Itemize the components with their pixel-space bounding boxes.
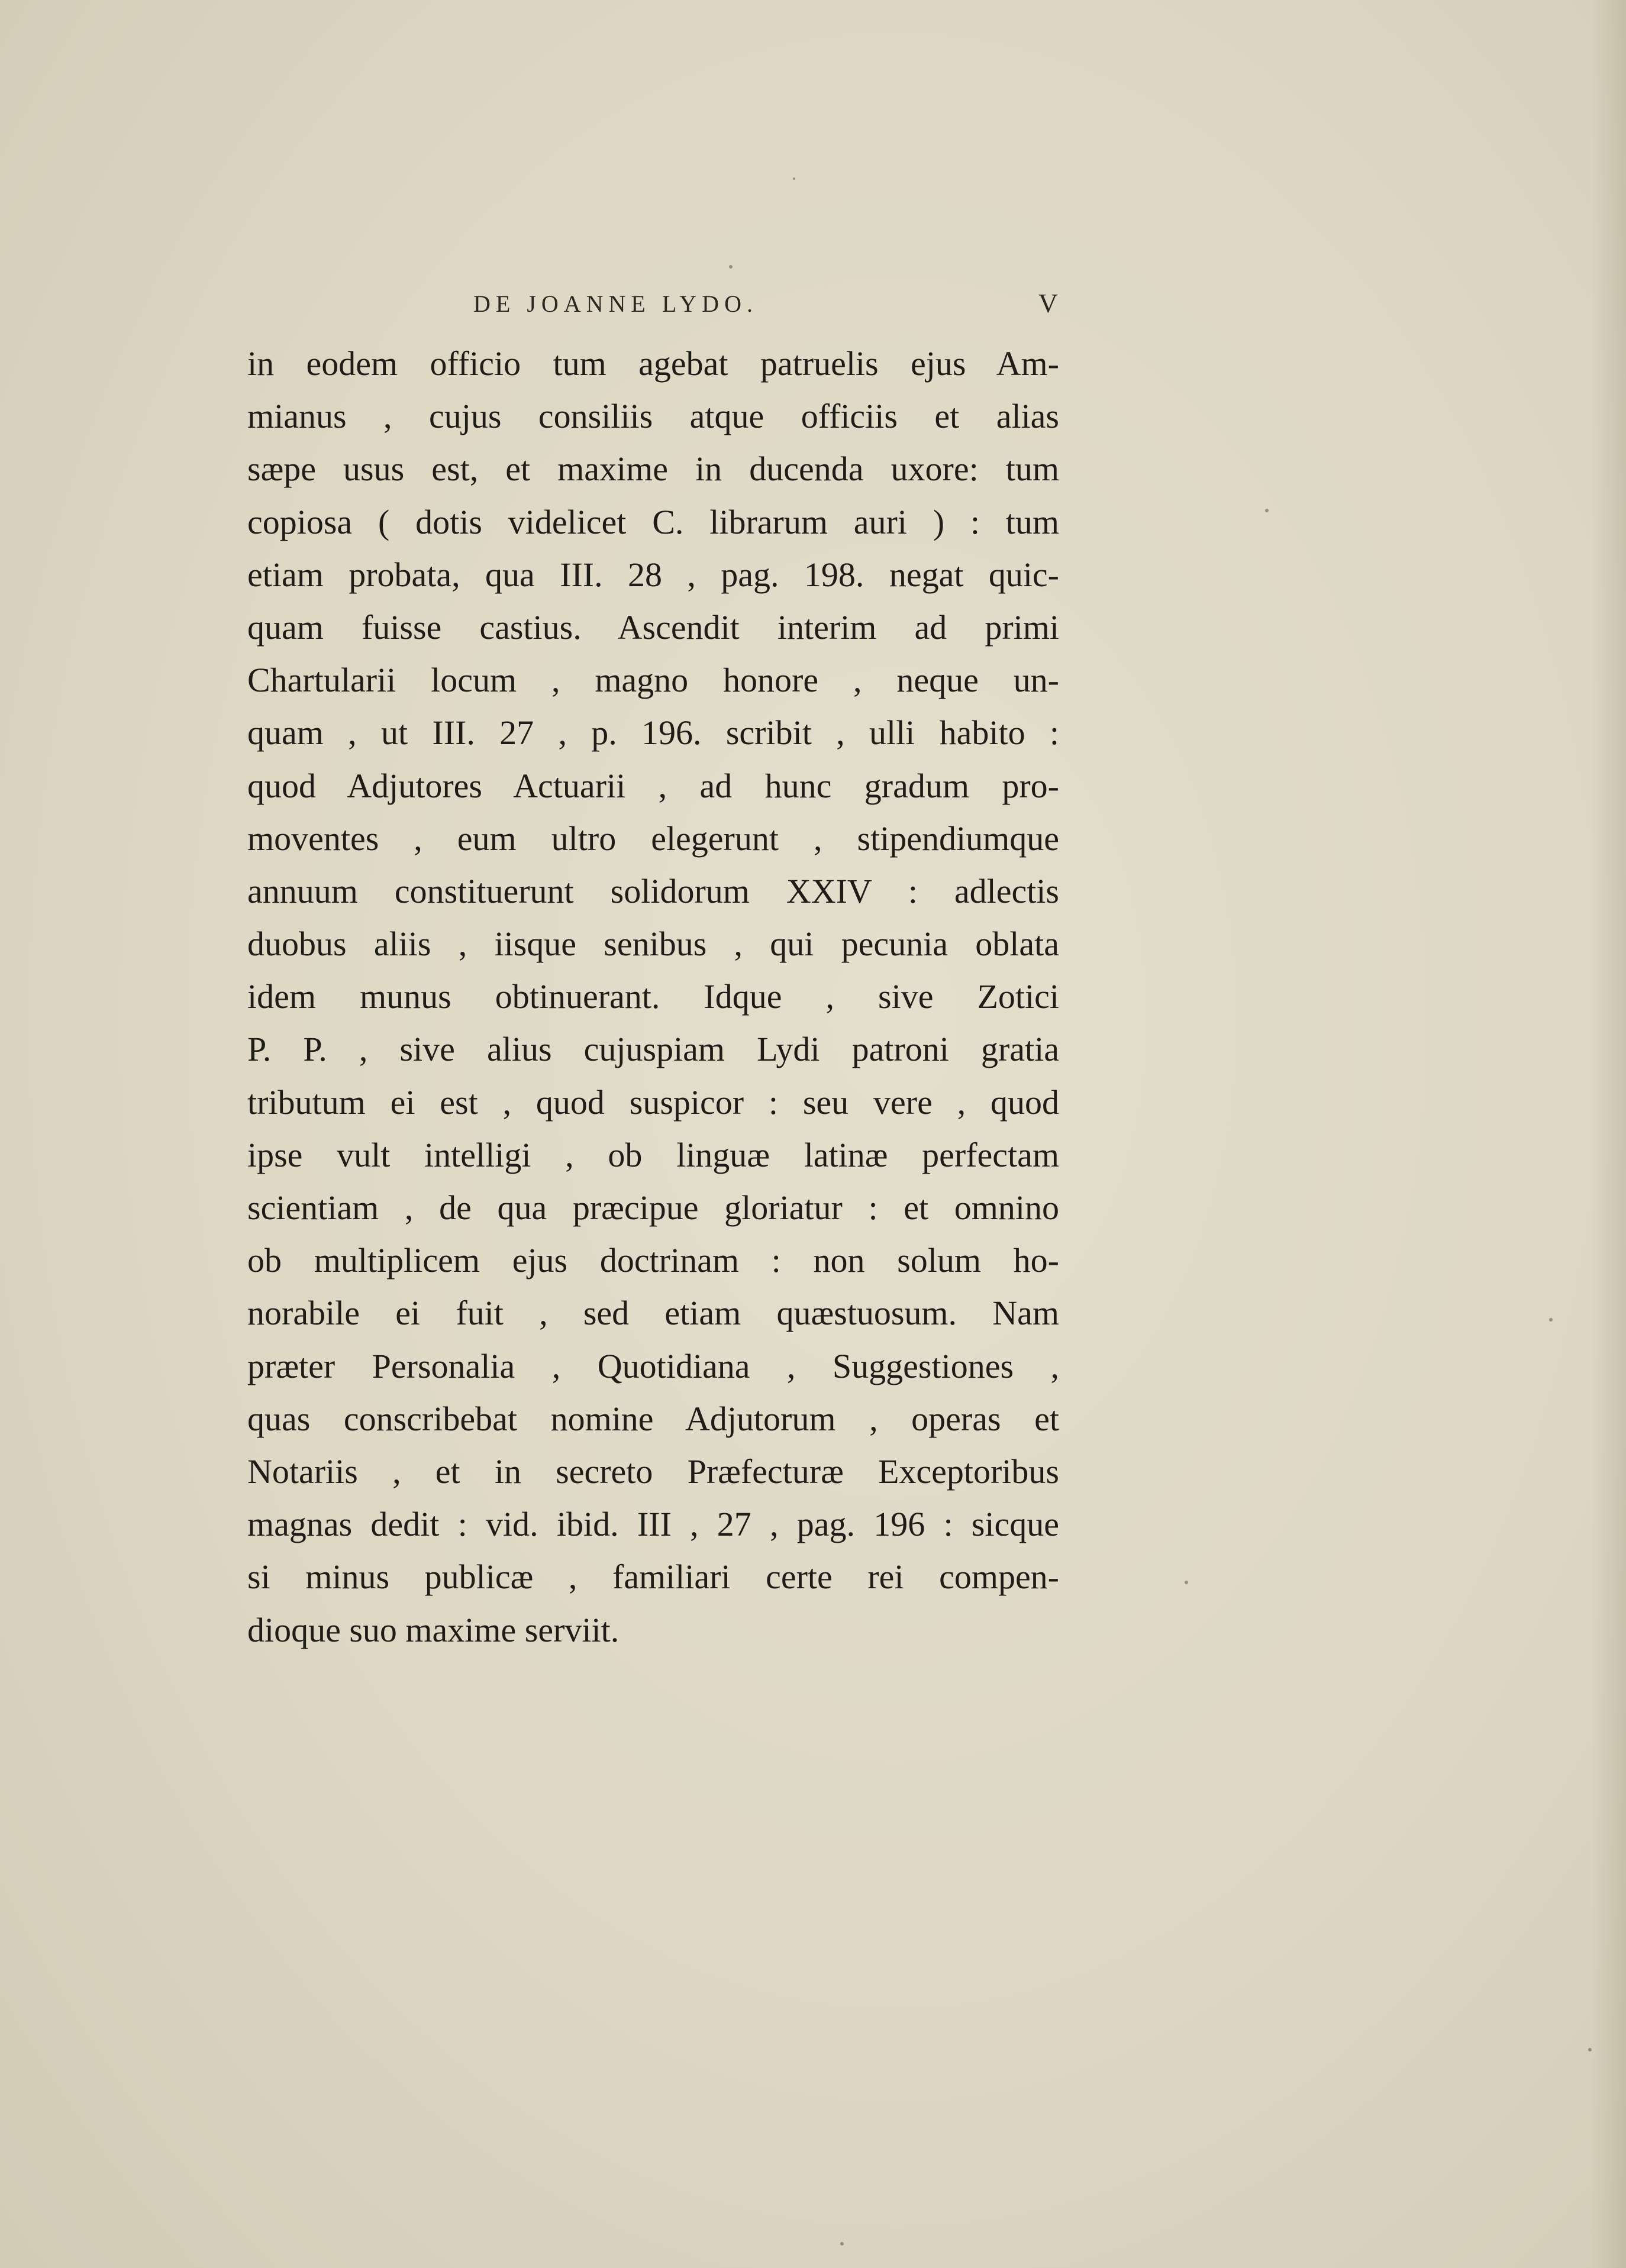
text-line: Chartularii locum , magno honore , neque un- <box>247 661 1059 700</box>
paper-speck <box>1265 509 1269 512</box>
text-line: præter Personalia , Quotidiana , Suggestiones , <box>247 1346 1059 1385</box>
text-line: moventes , eum ultro elegerunt , stipendiumque <box>247 819 1059 858</box>
page-edge-shadow <box>1590 0 1626 2268</box>
text-line: etiam probata, qua III. 28 , pag. 198. negat quic- <box>247 555 1059 594</box>
text-line: copiosa ( dotis videlicet C. librarum auri ) : tum <box>247 502 1059 541</box>
text-line: Notariis , et in secreto Præfecturæ Exceptoribus <box>247 1452 1059 1491</box>
text-line: quam fuisse castius. Ascendit interim ad primi <box>247 608 1059 647</box>
running-head <box>473 290 1059 325</box>
text-line: quam , ut III. 27 , p. 196. scribit , ulli habito : <box>247 713 1059 752</box>
running-title: DE JOANNE LYDO. <box>473 290 758 317</box>
paper-speck <box>793 177 795 180</box>
text-line: sæpe usus est, et maxime in ducenda uxore: tum <box>247 450 1059 489</box>
paper-speck <box>729 265 733 269</box>
text-line: dioque suo maxime serviit. <box>247 1610 620 1649</box>
text-line: ob multiplicem ejus doctrinam : non solum ho- <box>247 1241 1059 1280</box>
text-line: annuum constituerunt solidorum XXIV : adlectis <box>247 871 1059 910</box>
page-number: V <box>1038 288 1059 318</box>
text-line: duobus aliis , iisque senibus , qui pecunia oblata <box>247 925 1059 964</box>
text-line: scientiam , de qua præcipue gloriatur : et omnino <box>247 1188 1059 1227</box>
text-line: norabile ei fuit , sed etiam quæstuosum. Nam <box>247 1294 1059 1333</box>
text-line: quod Adjutores Actuarii , ad hunc gradum pro- <box>247 766 1059 805</box>
paper-speck <box>1185 1581 1188 1584</box>
text-line: magnas dedit : vid. ibid. III , 27 , pag. 196 : sicque <box>247 1505 1059 1544</box>
text-line: P. P. , sive alius cujuspiam Lydi patroni gratia <box>247 1030 1059 1069</box>
text-line: si minus publicæ , familiari certe rei compen- <box>247 1558 1059 1597</box>
text-line: ipse vult intelligi , ob linguæ latinæ perfectam <box>247 1135 1059 1174</box>
text-line: quas conscribebat nomine Adjutorum , operas et <box>247 1399 1059 1438</box>
body-text <box>247 337 1059 1656</box>
text-line: mianus , cujus consiliis atque officiis et alias <box>247 397 1059 436</box>
text-line: idem munus obtinuerant. Idque , sive Zotici <box>247 977 1059 1016</box>
paper-speck <box>1588 2048 1592 2051</box>
paper-speck <box>840 2242 844 2246</box>
paper-speck <box>1549 1318 1553 1322</box>
text-line: tributum ei est , quod suspicor : seu vere , quod <box>247 1083 1059 1122</box>
text-line: in eodem officio tum agebat patruelis ejus Am- <box>247 344 1059 383</box>
